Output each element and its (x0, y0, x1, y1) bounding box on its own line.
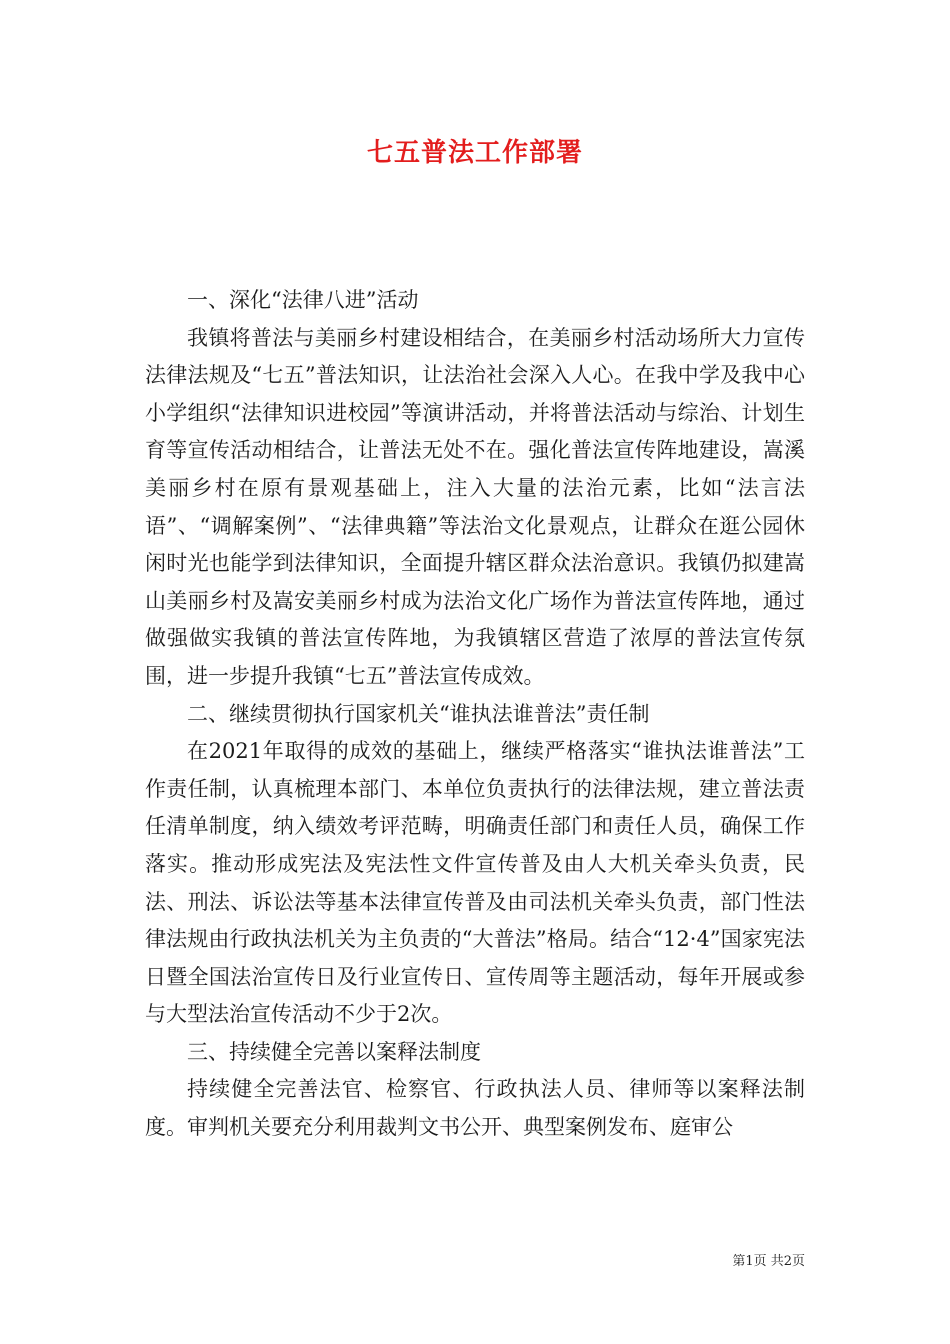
section-3-paragraph: 持续健全完善法官、检察官、行政执法人员、律师等以案释法制度。审判机关要充分利用裁判文书公开、典型案例发布、庭审公 (145, 1077, 805, 1140)
document-title: 七五普法工作部署 (366, 138, 583, 168)
page-number: 第1页 共2页 (732, 1254, 805, 1269)
section-1-heading: 一、深化“法律八进”活动 (187, 288, 419, 312)
section-1-paragraph: 我镇将普法与美丽乡村建设相结合，在美丽乡村活动场所大力宣传法律法规及“七五”普法知识，让法治社会深入人心。在我中学及我中心小学组织“法律知识进校园”等演讲活动，并将普法活动与综治、计划生育等宣传活动相结合，让普法无处不在。强化普法宣传阵地建设，嵩溪美丽乡村在原有景观基础上，注入大量的法治元素，比如“法言法语”、“调解案例”、“法律典籍”等法治文化景观点，让群众在逛公园休闲时光也能学到法律知识，全面提升辖区群众法治意识。我镇仍拟建嵩山美丽乡村及嵩安美丽乡村成为法治文化广场作为普法宣传阵地，通过做强做实我镇的普法宣传阵地，为我镇辖区营造了浓厚的普法宣传氛围，进一步提升我镇“七五”普法宣传成效。 (145, 325, 805, 688)
section-2-heading: 二、继续贯彻执行国家机关“谁执法谁普法”责任制 (187, 701, 650, 726)
document-body (145, 282, 805, 1147)
section-2-paragraph: 在2021年取得的成效的基础上，继续严格落实“谁执法谁普法”工作责任制，认真梳理本部门、本单位负责执行的法律法规，建立普法责任清单制度，纳入绩效考评范畴，明确责任部门和责任人员，确保工作落实。推动形成宪法及宪法性文件宣传普及由人大机关牵头负责，民法、刑法、诉讼法等基本法律宣传普及由司法机关牵头负责，部门性法律法规由行政执法机关为主负责的“大普法”格局。结合“12·4”国家宪法日暨全国法治宣传日及行业宣传日、宣传周等主题活动，每年开展或参与大型法治宣传活动不少于2次。 (145, 739, 805, 1027)
section-3-heading: 三、持续健全完善以案释法制度 (187, 1039, 481, 1064)
